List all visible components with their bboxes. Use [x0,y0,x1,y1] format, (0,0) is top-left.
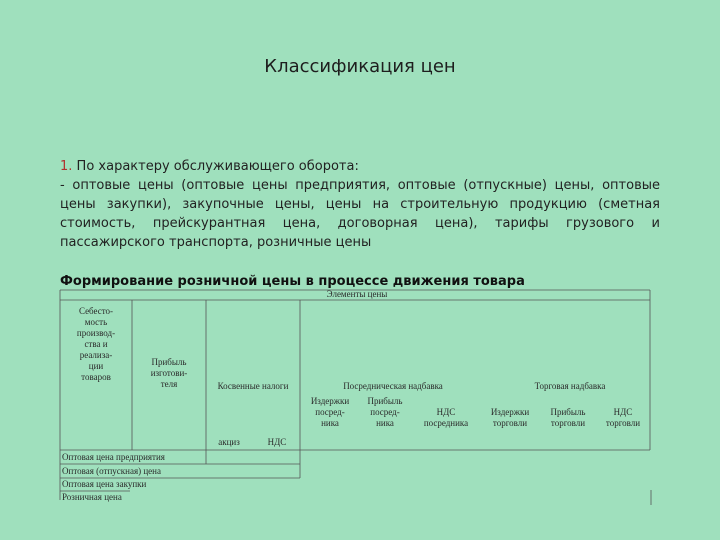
item-number: 1. [60,159,73,174]
table-row-label: Розничная цена [62,492,122,502]
body-line-1: - оптовые цены (оптовые цены предприятия, оптовые (отпускные) цены, оптовые [60,178,660,193]
table-row-label: Оптовая цена предприятия [62,452,165,462]
col-profit-header: Прибыль изготови- теля [150,357,188,389]
body-line-4: пассажирского транспорта, розничные цены [60,235,372,250]
item-heading: По характеру обслуживающего оборота: [76,159,359,174]
col-trade-costs-header: Издержки торговли [490,407,530,428]
body-line-2: цены закупки), закупочные цены, цены на строительную продукцию (сметная [60,197,660,212]
body-line-3: стоимость, прейскурантная цена, договорная цена), тарифы грузового и [60,216,660,231]
col-intermediary-profit-header: Прибыль посред- ника [367,396,403,428]
col-intermediary-costs-header: Издержки посред- ника [310,396,350,428]
col-trade-markup-header: Торговая надбавка [534,381,606,391]
table-row-label: Оптовая (отпускная) цена [62,466,161,476]
col-cost-header: Себесто- мость производ- ства и реализа- ции товаров [76,306,116,382]
col-intermediary-markup-header: Посредническая надбавка [343,381,443,391]
section-title: Формирование розничной цены в процессе движения товара [60,274,525,289]
col-trade-vat-header: НДС торговли [605,407,641,428]
col-vat-header: НДС [267,437,287,447]
slide-title: Классификация цен [264,56,456,77]
table-row-label: Оптовая цена закупки [62,479,147,489]
col-intermediary-vat-header: НДС посредника [423,407,469,428]
col-trade-profit-header: Прибыль торговли [550,407,586,428]
col-indirect-taxes-header: Косвенные налоги [217,381,289,391]
col-excise-header: акциз [218,437,240,447]
header-elements: Элементы цены [326,289,388,299]
